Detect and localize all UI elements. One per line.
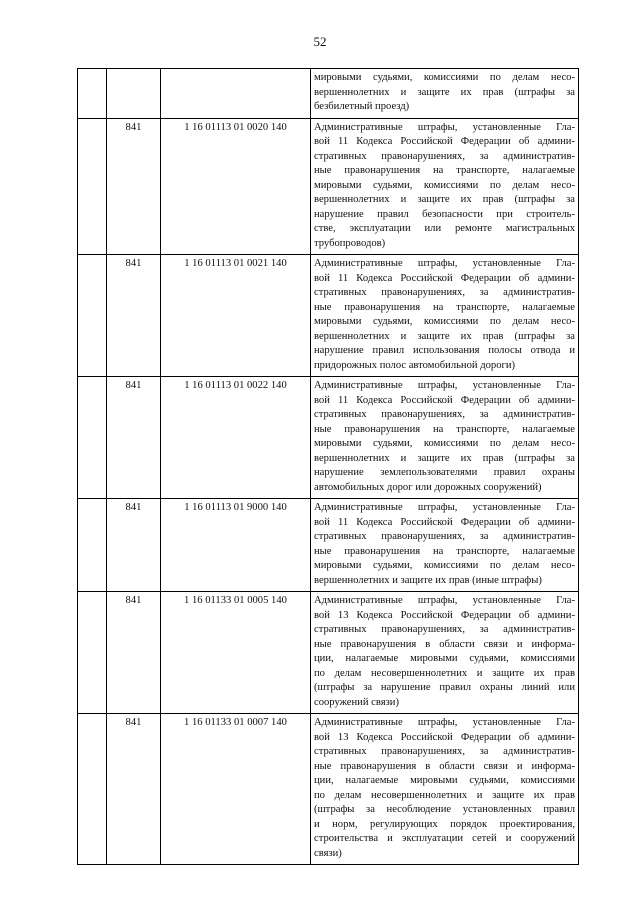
- description-cell: [311, 714, 579, 865]
- admin-code-cell: 841: [107, 255, 161, 377]
- empty-cell: [78, 69, 107, 119]
- empty-cell: [78, 714, 107, 865]
- budget-code-cell: 1 16 01113 01 0022 140: [161, 377, 311, 499]
- description-line: мировыми судьями, комиссиями по делам несо-: [314, 316, 575, 327]
- description-line: Административные штрафы, установленные Гла-: [314, 258, 575, 269]
- description-line: вершеннолетних и защите их прав (иные штрафы): [314, 574, 542, 586]
- description-line: вой 11 Кодекса Российской Федерации об админи-: [314, 136, 575, 147]
- description-line: ции, налагаемые мировыми судьями, комиссиями: [314, 653, 575, 664]
- description-line: стративных правонарушениях, за административ-: [314, 287, 575, 298]
- description-cell: [311, 592, 579, 714]
- description-line: вершеннолетних и защите их прав (штрафы за: [314, 452, 575, 464]
- description-line: сооружений связи): [314, 696, 399, 708]
- table-row: [78, 377, 579, 499]
- budget-classification-table: [77, 68, 579, 865]
- description-line: вой 11 Кодекса Российской Федерации об админи-: [314, 272, 575, 284]
- empty-cell: [78, 255, 107, 377]
- empty-cell: [78, 118, 107, 255]
- description-cell: [311, 255, 579, 377]
- page-number: 52: [313, 34, 327, 49]
- budget-code-cell: 1 16 01133 01 0007 140: [161, 714, 311, 865]
- description-line: Административные штрафы, установленные Гла-: [314, 121, 575, 133]
- admin-code-cell: 841: [107, 592, 161, 714]
- admin-code-cell: 841: [107, 377, 161, 499]
- description-line: нарушение землепользователями правил охраны: [314, 467, 575, 478]
- table-row: [78, 118, 579, 255]
- admin-code-cell: 841: [107, 118, 161, 255]
- table-body: [78, 69, 579, 865]
- description-line: нарушение правил безопасности при строитель-: [314, 208, 575, 220]
- description-line: стративных правонарушениях, за административ-: [314, 746, 575, 757]
- budget-code-cell: 1 16 01133 01 0005 140: [161, 592, 311, 714]
- description-line: автомобильных дорог или дорожных сооружений): [314, 481, 542, 493]
- description-line: трубопроводов): [314, 237, 386, 249]
- description-line: стративных правонарушениях, за административ-: [314, 409, 575, 420]
- admin-code-cell: 841: [107, 714, 161, 865]
- description-cell: [311, 118, 579, 255]
- description-cell: [311, 69, 579, 119]
- description-line: по делам несовершеннолетних и защите их прав: [314, 789, 575, 801]
- description-line: и норм, регулирующих порядок проектирования,: [314, 818, 575, 830]
- table-row: [78, 255, 579, 377]
- description-line: мировыми судьями, комиссиями по делам несо-: [314, 72, 575, 83]
- budget-code-cell: 1 16 01113 01 9000 140: [161, 499, 311, 592]
- description-line: стративных правонарушениях, за административ-: [314, 531, 575, 542]
- description-line: безбилетный проезд): [314, 101, 410, 112]
- description-line: ные правонарушения на транспорте, налагаемые: [314, 301, 575, 313]
- description-line: вершеннолетних и защите их прав (штрафы за: [314, 330, 575, 342]
- budget-code-cell: [161, 69, 311, 119]
- description-line: Административные штрафы, установленные Гла-: [314, 380, 575, 391]
- empty-cell: [78, 592, 107, 714]
- description-line: строительства и эксплуатации сетей и сооружений: [314, 833, 575, 844]
- admin-code-cell: [107, 69, 161, 119]
- description-line: ные правонарушения на транспорте, налагаемые: [314, 545, 575, 557]
- description-line: нарушение правил использования полосы отвода и: [314, 345, 575, 356]
- description-line: придорожных полос автомобильной дороги): [314, 359, 516, 371]
- description-cell: [311, 377, 579, 499]
- description-line: вершеннолетних и защите их прав (штрафы за: [314, 194, 575, 205]
- description-line: ные правонарушения на транспорте, налагаемые: [314, 423, 575, 435]
- table-row: [78, 69, 579, 119]
- description-line: Административные штрафы, установленные Гла-: [314, 717, 575, 728]
- description-line: мировыми судьями, комиссиями по делам несо-: [314, 179, 575, 191]
- description-line: стве, эксплуатации или ремонте магистральных: [314, 223, 575, 234]
- description-line: ные правонарушения в области связи и информа-: [314, 760, 575, 772]
- description-line: стративных правонарушениях, за административ-: [314, 150, 575, 162]
- description-cell: [311, 499, 579, 592]
- table-row: [78, 592, 579, 714]
- empty-cell: [78, 499, 107, 592]
- admin-code-cell: 841: [107, 499, 161, 592]
- description-line: ные правонарушения на транспорте, налагаемые: [314, 165, 575, 176]
- description-line: мировыми судьями, комиссиями по делам несо-: [314, 560, 575, 571]
- budget-code-cell: 1 16 01113 01 0020 140: [161, 118, 311, 255]
- description-line: вой 11 Кодекса Российской Федерации об админи-: [314, 394, 575, 406]
- description-line: вой 13 Кодекса Российской Федерации об админи-: [314, 609, 575, 621]
- description-line: (штрафы за нарушение правил охраны линий или: [314, 682, 575, 693]
- description-line: мировыми судьями, комиссиями по делам несо-: [314, 438, 575, 449]
- description-line: вой 13 Кодекса Российской Федерации об админи-: [314, 731, 575, 743]
- table-row: [78, 714, 579, 865]
- description-line: по делам несовершеннолетних и защите их прав: [314, 667, 575, 679]
- description-line: Административные штрафы, установленные Гла-: [314, 595, 575, 606]
- description-line: вершеннолетних и защите их прав (штрафы за: [314, 86, 575, 98]
- description-line: стративных правонарушениях, за административ-: [314, 624, 575, 635]
- budget-code-cell: 1 16 01113 01 0021 140: [161, 255, 311, 377]
- description-line: ции, налагаемые мировыми судьями, комиссиями: [314, 775, 575, 786]
- table-row: [78, 499, 579, 592]
- description-line: (штрафы за несоблюдение установленных правил: [314, 804, 575, 815]
- description-line: ные правонарушения в области связи и информа-: [314, 638, 575, 650]
- description-line: связи): [314, 847, 342, 859]
- description-line: вой 11 Кодекса Российской Федерации об админи-: [314, 516, 575, 528]
- empty-cell: [78, 377, 107, 499]
- description-line: Административные штрафы, установленные Гла-: [314, 502, 575, 513]
